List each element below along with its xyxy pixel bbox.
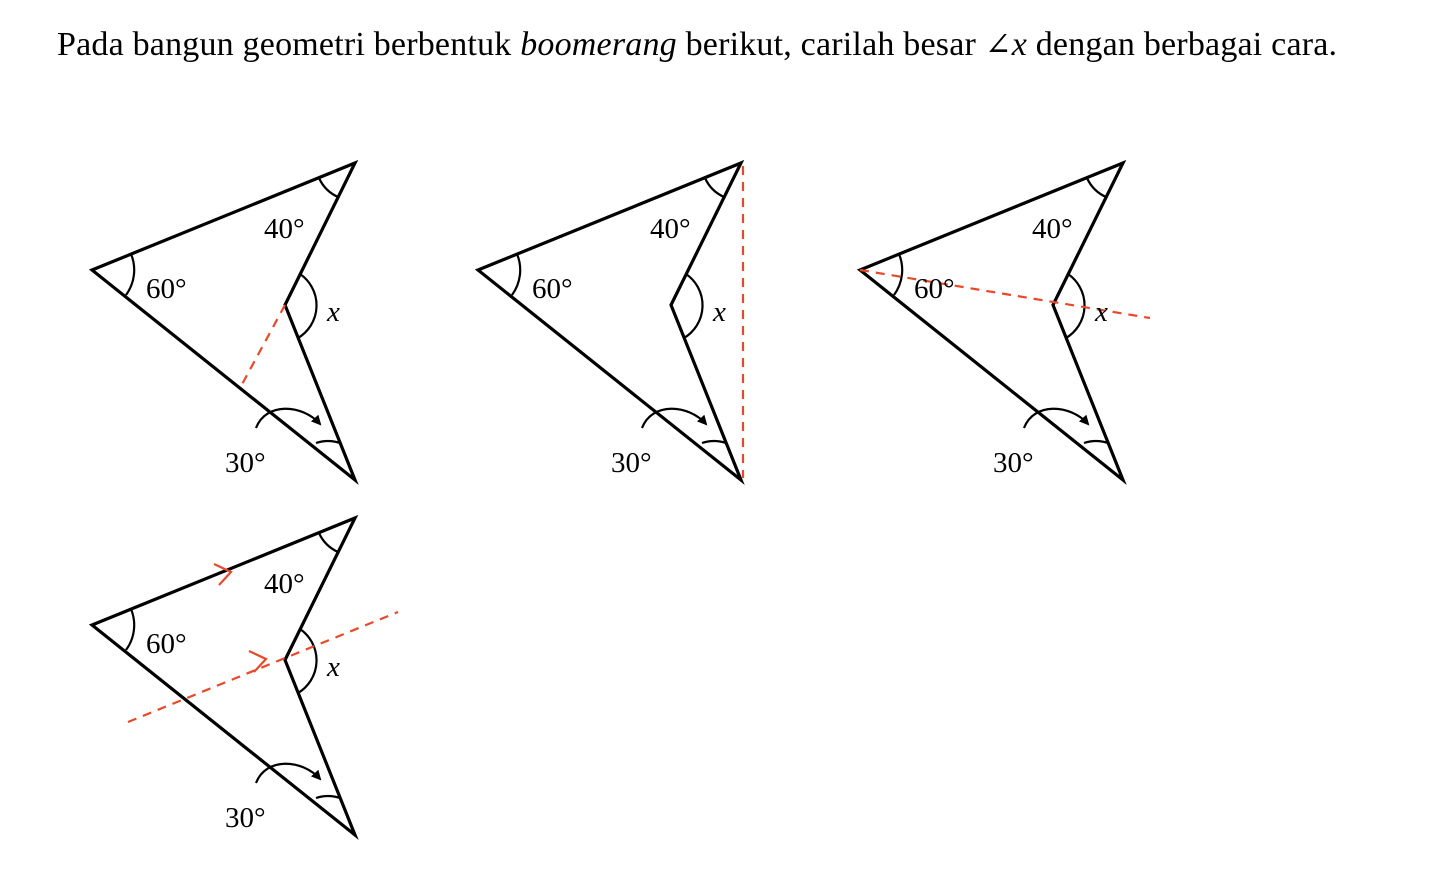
angle-arc-bottom-inner: [702, 441, 726, 443]
angle-arc-x: [298, 629, 317, 693]
question-part-1: Pada bangun geometri berbentuk: [57, 26, 521, 63]
angle-arc-bottom-inner: [316, 441, 340, 443]
parallel-marker-line: [249, 651, 266, 672]
figure-1: [92, 163, 355, 480]
label-40: 40°: [1032, 213, 1073, 245]
label-60: 60°: [914, 273, 955, 305]
auxiliary-line: [240, 305, 285, 388]
angle-arc-left: [126, 609, 134, 650]
label-40: 40°: [650, 213, 691, 245]
label-x: x: [327, 296, 340, 328]
angle-arc-bottom-inner: [1084, 441, 1108, 443]
boomerang-outline: [92, 163, 355, 480]
label-40: 40°: [264, 568, 305, 600]
question-part-2: berikut, carilah besar: [676, 26, 985, 63]
label-x: x: [327, 651, 340, 683]
question-italic-word: boomerang: [520, 26, 677, 63]
label-60: 60°: [532, 273, 573, 305]
label-30: 30°: [611, 447, 652, 479]
angle-arc-bottom-inner: [316, 796, 340, 798]
angle-arc-x: [298, 274, 317, 338]
label-30: 30°: [225, 447, 266, 479]
boomerang-outline: [478, 163, 741, 480]
angle-symbol: ∠: [984, 26, 1012, 62]
angle-arc-left: [126, 254, 134, 295]
boomerang-outline: [860, 163, 1123, 480]
angle-arc-top: [1087, 178, 1106, 197]
angle-arc-left: [894, 254, 902, 295]
label-x: x: [1095, 296, 1108, 328]
figure-2: [478, 163, 743, 480]
label-40: 40°: [264, 213, 305, 245]
question-variable: x: [1011, 26, 1028, 63]
angle-arc-top: [319, 178, 338, 197]
label-60: 60°: [146, 628, 187, 660]
question-part-3: dengan berbagai cara.: [1027, 26, 1338, 63]
label-30: 30°: [225, 802, 266, 834]
label-30: 30°: [993, 447, 1034, 479]
angle-arc-left: [512, 254, 520, 295]
boomerang-outline: [92, 518, 355, 835]
figure-3: [860, 163, 1150, 480]
angle-arc-x: [684, 274, 703, 338]
figure-4: [92, 518, 398, 835]
angle-arc-top: [705, 178, 724, 197]
label-x: x: [713, 296, 726, 328]
label-60: 60°: [146, 273, 187, 305]
angle-arc-top: [319, 533, 338, 552]
